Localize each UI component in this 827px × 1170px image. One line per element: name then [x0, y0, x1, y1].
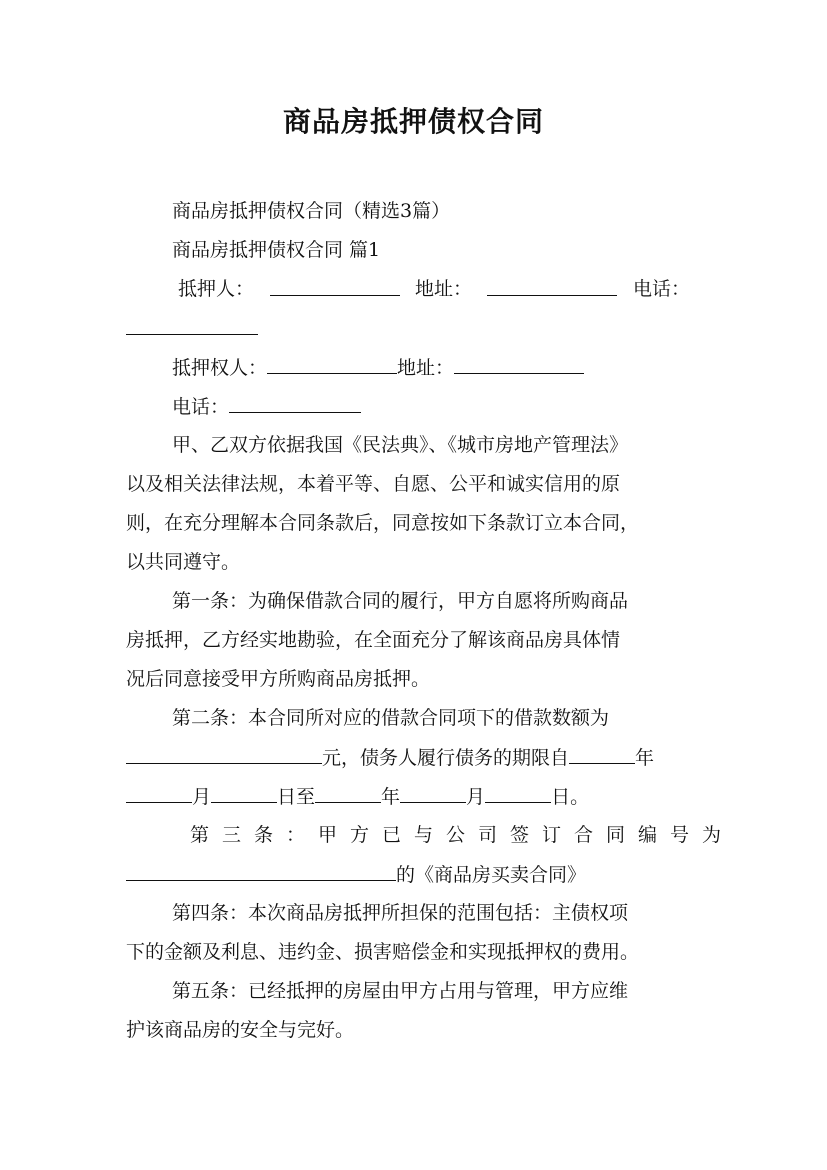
article2-day-end-text: 日。 [551, 786, 590, 808]
start-day-blank [211, 783, 277, 803]
article4-line-1: 第四条：本次商品房抵押所担保的范围包括：主债权项 [172, 902, 629, 924]
mortgagor-line [178, 276, 690, 302]
contract-number-blank [126, 861, 396, 881]
article5-line-1: 第五条：已经抵押的房屋由甲方占用与管理，甲方应维 [172, 980, 629, 1002]
mortgagee-name-blank [267, 354, 397, 374]
mortgagor-phone-label: 电话： [632, 278, 690, 300]
intro-line-2: 以及相关法律法规，本着平等、自愿、公平和诚实信用的原 [126, 473, 621, 495]
mortgagor-address-label: 地址： [414, 278, 472, 300]
mortgagee-phone-blank [229, 393, 361, 413]
article5-line-2: 护该商品房的安全与完好。 [126, 1019, 355, 1041]
article2-year-text: 年 [635, 747, 655, 769]
end-year-blank [315, 783, 381, 803]
subtitle: 商品房抵押债权合同（精选3篇） [172, 200, 451, 222]
article3-suffix-text: 的《商品房买卖合同》 [396, 864, 587, 886]
mortgagee-phone-line [172, 393, 702, 420]
mortgagee-name-label: 抵押权人： [172, 357, 268, 379]
article2-line-3 [126, 783, 702, 810]
article2-line-1: 第二条：本合同所对应的借款合同项下的借款数额为 [172, 707, 610, 729]
article2-day-to-text: 日至 [277, 786, 316, 808]
loan-amount-blank [126, 744, 322, 764]
document-title: 商品房抵押债权合同 [282, 105, 544, 138]
article2-month-text: 月 [192, 786, 212, 808]
mortgagor-phone-blank [126, 315, 258, 335]
mortgagee-line [172, 354, 702, 381]
mortgagee-address-blank [454, 354, 584, 374]
article4-line-2: 下的金额及利息、违约金、损害赔偿金和实现抵押权的费用。 [126, 941, 640, 963]
intro-line-4: 以共同遵守。 [126, 551, 241, 573]
mortgagor-name-label: 抵押人： [178, 278, 255, 300]
article2-month2-text: 月 [466, 786, 486, 808]
mortgagor-address-blank [487, 276, 617, 296]
mortgagee-address-label: 地址： [397, 357, 455, 379]
mortgagor-name-blank [270, 276, 400, 296]
intro-line-3: 则，在充分理解本合同条款后，同意按如下条款订立本合同， [126, 512, 640, 534]
article1-line-1: 第一条：为确保借款合同的履行，甲方自愿将所购商品 [172, 590, 629, 612]
end-month-blank [400, 783, 466, 803]
article1-line-3: 况后同意接受甲方所购商品房抵押。 [126, 668, 431, 690]
article1-line-2: 房抵押，乙方经实地勘验，在全面充分了解该商品房具体情 [126, 629, 621, 651]
start-month-blank [126, 783, 192, 803]
article3-line-2 [126, 861, 702, 888]
article3-line-1: 第三条：甲方已与公司签订合同编号为 [190, 824, 735, 846]
start-year-blank [569, 744, 635, 764]
end-day-blank [485, 783, 551, 803]
article2-year2-text: 年 [381, 786, 401, 808]
article2-yuan-text: 元，债务人履行债务的期限自 [322, 747, 570, 769]
part-heading: 商品房抵押债权合同 篇1 [172, 239, 381, 261]
mortgagor-phone-line [126, 315, 702, 342]
mortgagee-phone-label: 电话： [172, 396, 230, 418]
intro-line-1: 甲、乙双方依据我国《民法典》、《城市房地产管理法》 [172, 434, 629, 456]
article2-line-2 [126, 744, 702, 771]
